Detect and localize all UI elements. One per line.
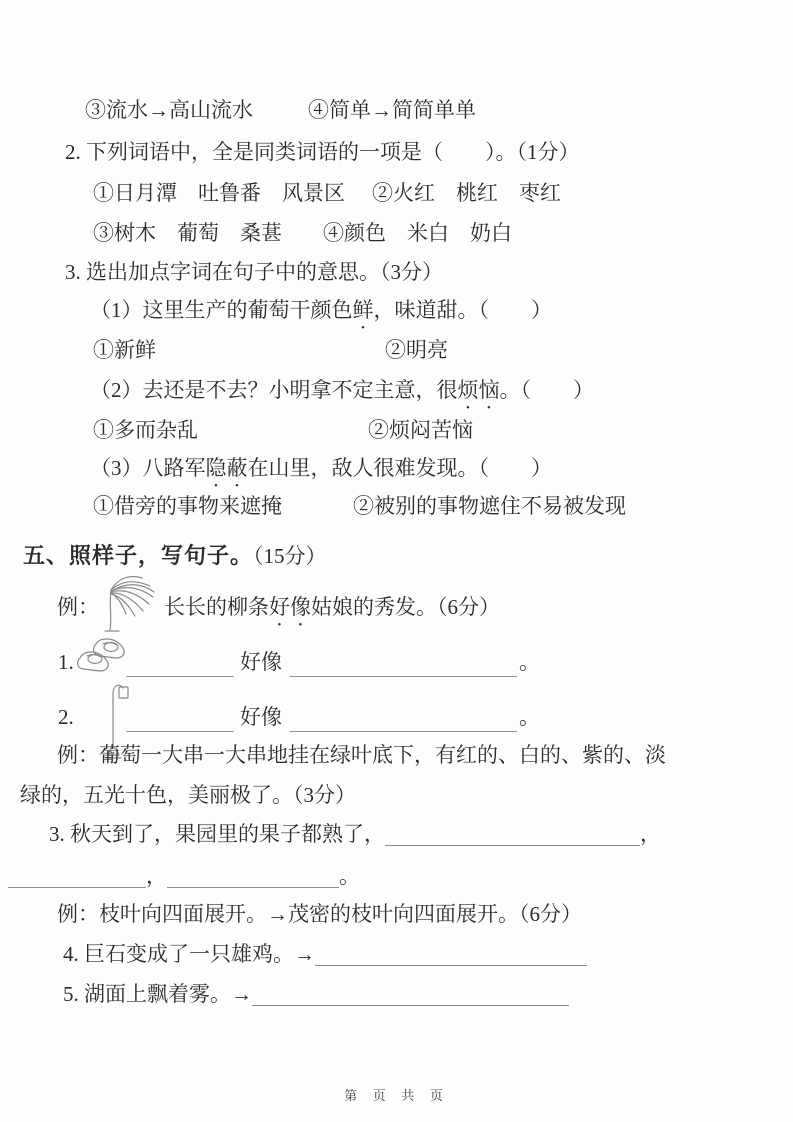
q2-option-2: ②火红 桃红 枣红 — [372, 181, 561, 205]
q3-sub1-option-2: ②明亮 — [385, 338, 448, 362]
q3-title: 3. 选出加点字词在句子中的意思。（3分） — [65, 260, 443, 284]
item5-blank — [252, 981, 569, 1006]
q3-sub2-post: 。（ ） — [499, 378, 594, 402]
item1-blank-1 — [126, 652, 234, 677]
q3-sub1-pre: （1）这里生产的葡萄干颜色 — [90, 298, 353, 322]
example1-sentence — [164, 593, 500, 631]
item2-compare-word: 好像 — [240, 705, 282, 729]
q2-option-4: ④颜色 米白 奶白 — [323, 221, 512, 245]
item1-blank-2 — [290, 652, 517, 677]
item4-blank — [315, 941, 587, 966]
example1-label: 例： — [57, 595, 99, 619]
item4-line — [63, 940, 587, 968]
q1-option-4: ④简单→简简单单 — [308, 98, 476, 122]
q3-sub1-post: ，味道甜。（ ） — [373, 298, 552, 322]
item3-period: 。 — [339, 864, 360, 888]
item4-sentence: 4. 巨石变成了一只雄鸡。→ — [63, 942, 315, 966]
q3-sub2-pre: （2）去还是不去？小明拿不定主意，很 — [90, 378, 458, 402]
section5-score: （15分） — [253, 544, 327, 568]
item2-period: 。 — [519, 705, 540, 729]
q3-sub3-sentence — [90, 454, 552, 492]
page-footer: 第 页 共 页 — [344, 1088, 449, 1103]
q3-sub1-emphasized-word: 鲜 — [352, 298, 374, 322]
q3-sub3-emphasized-word: 隐蔽 — [205, 456, 248, 480]
item1-period: 。 — [519, 650, 540, 674]
q2-title: 2. 下列词语中，全是同类词语的一项是（ ）。（1分） — [65, 140, 580, 164]
item2-number: 2. — [58, 705, 74, 729]
example2-line2: 绿的，五光十色，美丽极了。（3分） — [20, 783, 356, 807]
item5-sentence: 5. 湖面上飘着雾。→ — [63, 982, 252, 1006]
item3-comma-2: ， — [146, 864, 167, 888]
item2-blank-2 — [290, 707, 517, 732]
example1-pre: 长长的柳条 — [164, 595, 269, 619]
item5-line — [63, 980, 569, 1008]
item3-blank-2 — [8, 863, 146, 888]
item1-compare-word: 好像 — [240, 650, 282, 674]
item3-line2 — [8, 862, 360, 890]
example2-line1: 例：葡萄一大串一大串地挂在绿叶底下，有红的、白的、紫的、淡 — [57, 743, 666, 767]
q3-sub2-sentence — [90, 376, 594, 414]
item2-blank-1 — [126, 707, 234, 732]
q2-option-1: ①日月潭 吐鲁番 风景区 — [93, 181, 345, 205]
example1-post: 姑娘的秀发。（6分） — [311, 595, 500, 619]
section5-title: 五、照样子，写句子。 — [23, 543, 254, 568]
item1-number: 1. — [58, 650, 74, 674]
q3-sub3-option-1: ①借旁的事物来遮掩 — [93, 494, 282, 518]
q3-sub2-option-2: ②烦闷苦恼 — [368, 418, 473, 442]
item3-comma-1: ， — [640, 822, 661, 846]
q2-option-3: ③树木 葡萄 桑葚 — [93, 221, 282, 245]
q3-sub2-emphasized-word: 烦恼 — [457, 378, 500, 402]
q3-sub1-sentence — [90, 296, 552, 334]
example3-sentence: 例：枝叶向四面展开。→茂密的枝叶向四面展开。（6分） — [57, 902, 582, 926]
item3-blank-1 — [385, 821, 640, 846]
q3-sub2-option-1: ①多而杂乱 — [93, 418, 198, 442]
item3-blank-3 — [167, 863, 339, 888]
q3-sub3-pre: （3）八路军 — [90, 456, 206, 480]
item3-line1 — [49, 820, 661, 848]
q3-sub3-option-2: ②被别的事物遮住不易被发现 — [353, 494, 626, 518]
example1-emphasized-word: 好像 — [269, 595, 311, 619]
q3-sub1-option-1: ①新鲜 — [93, 338, 156, 362]
q1-option-3: ③流水→高山流水 — [85, 98, 253, 122]
section5-heading — [23, 542, 327, 570]
item3-sentence: 3. 秋天到了，果园里的果子都熟了， — [49, 822, 385, 846]
q3-sub3-post: 在山里，敌人很难发现。（ ） — [247, 456, 552, 480]
